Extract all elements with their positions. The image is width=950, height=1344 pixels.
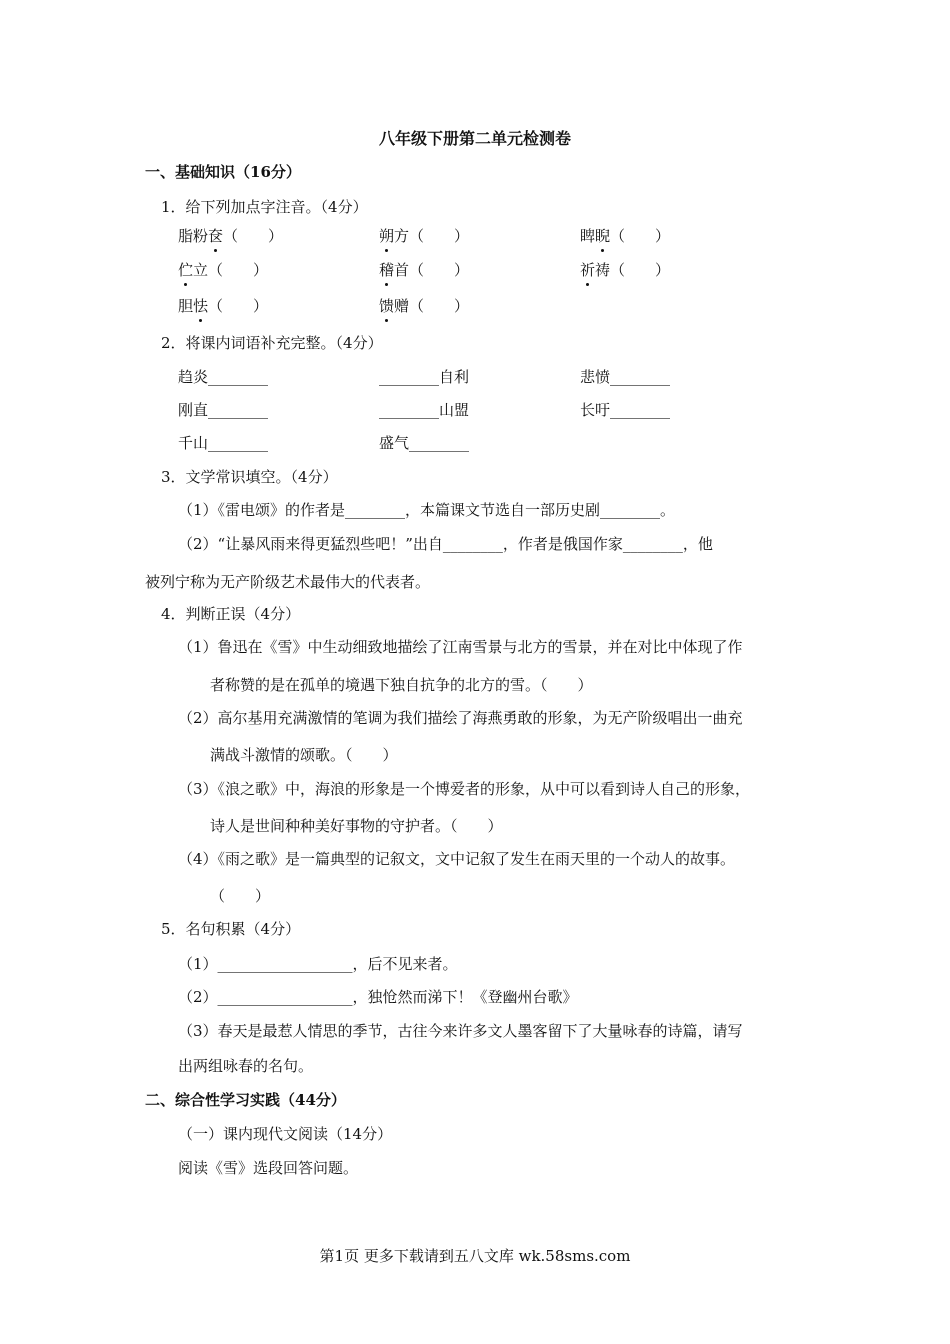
section-2-subheading: （一）课内现代文阅读（14分） (178, 1125, 393, 1143)
q4-prompt: 4．判断正误（4分） (161, 605, 301, 623)
q3-line: （1）《雷电颂》的作者是________，本篇课文节选自一部历史剧________。 (178, 501, 676, 519)
q4-line: 诗人是世间种种美好事物的守护者。（ ） (210, 817, 503, 835)
pinyin-item: 胆怯（ ） (178, 297, 269, 315)
q2-prompt: 2．将课内词语补充完整。（4分） (161, 334, 383, 352)
pinyin-item: 朔方（ ） (379, 227, 470, 245)
q5-line: 出两组咏春的名句。 (178, 1057, 314, 1075)
idiom-blank: 长吁________ (580, 401, 671, 419)
q4-line: （2）高尔基用充满激情的笔调为我们描绘了海燕勇敢的形象，为无产阶级唱出一曲充 (178, 709, 743, 727)
idiom-blank: 盛气________ (379, 434, 470, 452)
q5-line: （3）春天是最惹人情思的季节，古往今来许多文人墨客留下了大量咏春的诗篇，请写 (178, 1022, 743, 1040)
idiom-blank: ________自利 (379, 368, 470, 386)
q4-line: （3）《浪之歌》中，海浪的形象是一个博爱者的形象，从中可以看到诗人自己的形象， (178, 780, 751, 798)
q4-line: （4）《雨之歌》是一篇典型的记叙文，文中记叙了发生在雨天里的一个动人的故事。 (178, 850, 736, 868)
pinyin-item: 稽首（ ） (379, 261, 470, 279)
idiom-blank: 趋炎________ (178, 368, 269, 386)
pinyin-item: 脂粉奁（ ） (178, 227, 284, 245)
q4-line: 满战斗激情的颂歌。（ ） (210, 746, 398, 764)
idiom-blank: 刚直________ (178, 401, 269, 419)
section-2-heading: 二、综合性学习实践（44分） (145, 1091, 346, 1109)
pinyin-item: 馈赠（ ） (379, 297, 470, 315)
page-title: 八年级下册第二单元检测卷 (378, 129, 571, 148)
page-footer: 第1页 更多下载请到五八文库 wk.58sms.com (319, 1247, 631, 1265)
q4-line: 者称赞的是在孤单的境遇下独自抗争的北方的雪。（ ） (210, 676, 593, 694)
pinyin-item: 祈祷（ ） (580, 261, 671, 279)
q3-prompt: 3．文学常识填空。（4分） (161, 468, 338, 486)
q5-prompt: 5．名句积累（4分） (161, 920, 301, 938)
q3-line: （2）“让暴风雨来得更猛烈些吧！”出自________，作者是俄国作家________，他 (178, 535, 713, 553)
pinyin-item: 伫立（ ） (178, 261, 269, 279)
reading-instruction: 阅读《雪》选段回答问题。 (178, 1159, 359, 1177)
q1-prompt: 1．给下列加点字注音。（4分） (161, 198, 368, 216)
q4-line: （ ） (210, 887, 271, 905)
idiom-blank: 悲愤________ (580, 368, 671, 386)
q3-line: 被列宁称为无产阶级艺术最伟大的代表者。 (145, 573, 431, 591)
idiom-blank: 千山________ (178, 434, 269, 452)
q5-line: （2）__________________，独怆然而涕下！《登幽州台歌》 (178, 988, 578, 1006)
pinyin-item: 睥睨（ ） (580, 227, 671, 245)
idiom-blank: ________山盟 (379, 401, 470, 419)
q5-line: （1）__________________，后不见来者。 (178, 955, 458, 973)
section-1-heading: 一、基础知识（16分） (145, 163, 301, 181)
q4-line: （1）鲁迅在《雪》中生动细致地描绘了江南雪景与北方的雪景，并在对比中体现了作 (178, 638, 743, 656)
